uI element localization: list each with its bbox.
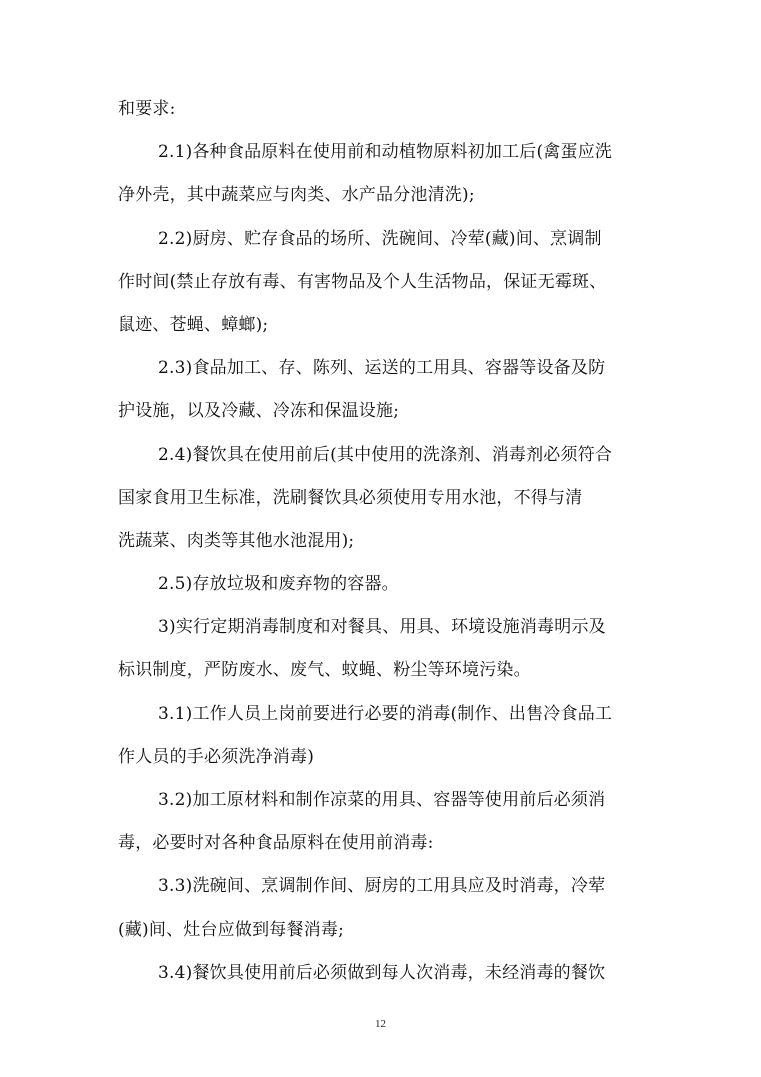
text-line: 2.1)各种食品原料在使用前和动植物原料初加工后(禽蛋应洗: [158, 142, 613, 163]
text-line: 3.1)工作人员上岗前要进行必要的消毒(制作、出售冷食品工: [158, 703, 613, 724]
text-line: 净外壳，其中蔬菜应与肉类、水产品分池清洗);: [118, 185, 475, 206]
text-line: 2.5)存放垃圾和废弃物的容器。: [158, 574, 399, 595]
text-line: 2.2)厨房、贮存食品的场所、洗碗间、冷荤(藏)间、烹调制: [158, 228, 602, 249]
text-line: 3.3)洗碗间、烹调制作间、厨房的工用具应及时消毒，冷荤: [158, 876, 606, 897]
page-number: 12: [375, 1018, 386, 1030]
text-line: 作人员的手必须洗净消毒): [118, 746, 315, 767]
text-line: 毒，必要时对各种食品原料在使用前消毒:: [118, 833, 434, 854]
text-line: 3.2)加工原材料和制作凉菜的用具、容器等使用前后必须消: [158, 790, 606, 810]
text-line: 3.4)餐饮具使用前后必须做到每人次消毒，未经消毒的餐饮: [158, 962, 606, 983]
text-line: 标识制度，严防废水、废气、蚊蝇、粉尘等环境污染。: [118, 660, 531, 681]
text-line: 洗蔬菜、肉类等其他水池混用);: [118, 530, 355, 551]
text-line: 和要求:: [118, 99, 176, 119]
text-line: 2.3)食品加工、存、陈列、运送的工用具、容器等设备及防: [158, 358, 606, 379]
text-line: 鼠迹、苍蝇、蟑螂);: [118, 314, 269, 335]
text-line: 国家食用卫生标准，洗刷餐饮具必须使用专用水池，不得与清: [118, 487, 583, 508]
text-line: 2.4)餐饮具在使用前后(其中使用的洗涤剂、消毒剂必须符合: [158, 444, 613, 465]
text-line: 作时间(禁止存放有毒、有害物品及个人生活物品，保证无霉斑、: [118, 271, 607, 292]
text-line: 3)实行定期消毒制度和对餐具、用具、环境设施消毒明示及: [158, 617, 606, 638]
text-line: (藏)间、灶台应做到每餐消毒;: [118, 919, 344, 940]
text-line: 护设施，以及冷藏、冷冻和保温设施;: [118, 401, 400, 422]
body-text: [118, 88, 646, 995]
